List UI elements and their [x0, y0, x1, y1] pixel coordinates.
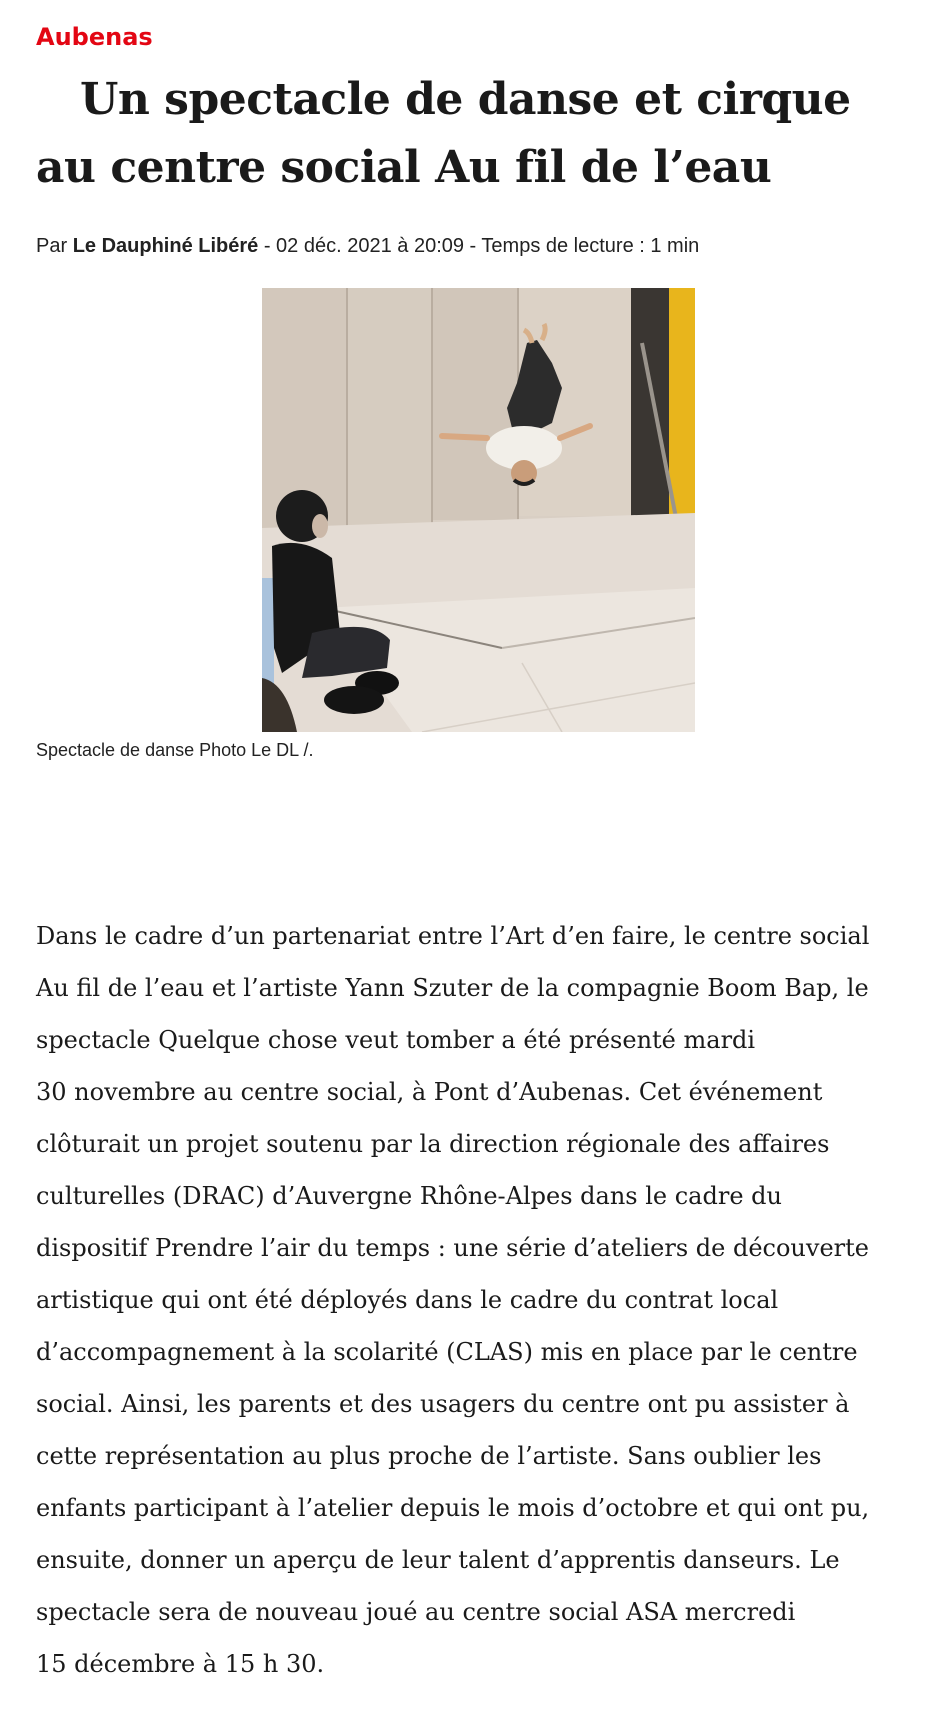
byline-author[interactable]: Le Dauphiné Libéré — [72, 235, 259, 257]
body-line: 15 décembre à 15 h 30. — [36, 1650, 325, 1678]
body-line: dispositif Prendre l’air du temps : une série d’ateliers de découverte — [36, 1234, 869, 1262]
byline-prefix: Par — [36, 235, 73, 257]
body-line: 30 novembre au centre social, à Pont d’Aubenas. Cet événement — [36, 1078, 823, 1106]
body-line: spectacle sera de nouveau joué au centre social ASA mercredi — [36, 1598, 796, 1626]
byline-details: - 02 déc. 2021 à 20:09 - Temps de lecture : 1 min — [258, 235, 700, 257]
body-line: enfants participant à l’atelier depuis le mois d’octobre et qui ont pu, — [36, 1494, 870, 1522]
article-body — [36, 910, 916, 1690]
body-line: d’accompagnement à la scolarité (CLAS) mis en place par le centre — [36, 1338, 858, 1366]
body-line: spectacle Quelque chose veut tomber a été présenté mardi — [36, 1026, 756, 1054]
body-line: culturelles (DRAC) d’Auvergne Rhône-Alpes dans le cadre du — [36, 1182, 782, 1210]
body-line: artistique qui ont été déployés dans le cadre du contrat local — [36, 1286, 779, 1314]
article-title: Un spectacle de danse et cirque au centre social Au fil de l’eau — [36, 74, 851, 193]
body-line: social. Ainsi, les parents et des usagers du centre ont pu assister à — [36, 1390, 850, 1418]
photo-caption: Spectacle de danse Photo Le DL /. — [36, 740, 314, 760]
body-line: Au fil de l’eau et l’artiste Yann Szuter de la compagnie Boom Bap, le — [36, 974, 869, 1002]
body-line: ensuite, donner un aperçu de leur talent d’apprentis danseurs. Le — [36, 1546, 840, 1574]
byline — [36, 232, 699, 260]
section-label[interactable]: Aubenas — [36, 23, 153, 51]
body-line: Dans le cadre d’un partenariat entre l’Art d’en faire, le centre social — [36, 922, 870, 950]
body-line: clôturait un projet soutenu par la direction régionale des affaires — [36, 1130, 830, 1158]
body-line: cette représentation au plus proche de l’artiste. Sans oublier les — [36, 1442, 822, 1470]
article-photo[interactable] — [262, 288, 695, 732]
